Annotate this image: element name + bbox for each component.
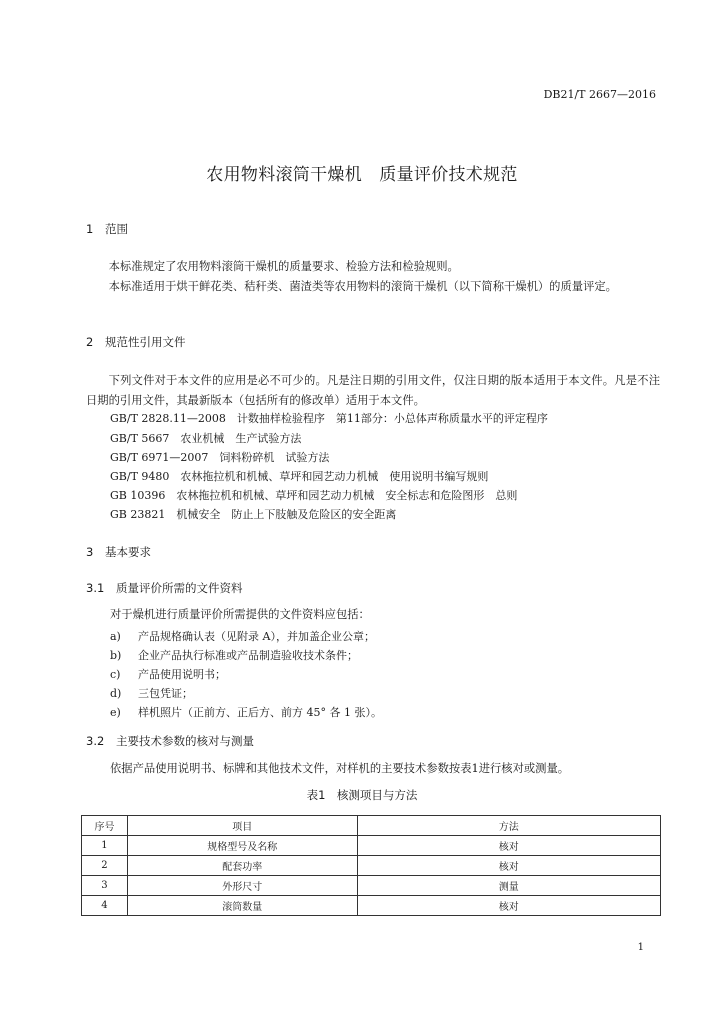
list-label: e) xyxy=(110,706,121,719)
table-cell: 测量 xyxy=(357,876,660,896)
section-3-heading xyxy=(86,544,151,560)
column-header: 序号 xyxy=(82,816,128,836)
table-cell: 滚筒数量 xyxy=(127,896,357,916)
table-header-row xyxy=(82,816,661,836)
section-title: 范围 xyxy=(105,222,128,236)
table-cell: 配套功率 xyxy=(127,856,357,876)
list-label: d) xyxy=(110,687,122,700)
section-title: 规范性引用文件 xyxy=(105,335,186,349)
subsection-intro: 依据产品使用说明书、标牌和其他技术文件，对样机的主要技术参数按表1进行核对或测量。 xyxy=(110,762,570,775)
table-cell: 核对 xyxy=(357,896,660,916)
list-label: a) xyxy=(110,630,121,643)
section-2-intro xyxy=(86,371,660,410)
list-item xyxy=(110,685,193,701)
table-row xyxy=(82,876,661,896)
subsection-intro: 对于燥机进行质量评价所需提供的文件资料应包括： xyxy=(110,608,370,621)
subsection-3-2-heading xyxy=(86,733,254,749)
section-1-heading xyxy=(86,221,128,237)
subsection-number: 3.2 xyxy=(86,734,105,748)
section-number: 3 xyxy=(86,545,94,559)
reference-item: GB 10396 农林拖拉机和机械、草坪和园艺动力机械 安全标志和危险图形 总则 xyxy=(110,489,518,502)
list-text: 产品规格确认表（见附录 A），并加盖企业公章； xyxy=(138,630,375,643)
table-cell: 2 xyxy=(82,856,128,876)
table-cell: 外形尺寸 xyxy=(127,876,357,896)
reference-item: GB 23821 机械安全 防止上下肢触及危险区的安全距离 xyxy=(110,508,397,521)
subsection-number: 3.1 xyxy=(86,581,105,595)
list-label: c) xyxy=(110,668,121,681)
paragraph: 下列文件对于本文件的应用是必不可少的。凡是注日期的引用文件，仅注日期的版本适用于本文件。凡是不注日期的引用文件，其最新版本（包括所有的修改单）适用于本文件。 xyxy=(86,374,660,407)
page-number: 1 xyxy=(637,942,644,953)
list-label: b) xyxy=(110,649,122,662)
table-cell: 1 xyxy=(82,836,128,856)
document-title: 农用物料滚筒干燥机 质量评价技术规范 xyxy=(206,165,518,185)
list-item xyxy=(110,647,358,663)
section-title: 基本要求 xyxy=(105,545,151,559)
section-2-heading xyxy=(86,334,186,350)
list-text: 产品使用说明书； xyxy=(138,668,226,681)
table-cell: 核对 xyxy=(357,856,660,876)
method-table xyxy=(81,815,661,916)
reference-item: GB/T 5667 农业机械 生产试验方法 xyxy=(110,432,302,445)
reference-item: GB/T 6971—2007 饲料粉碎机 试验方法 xyxy=(110,451,330,464)
table-caption: 表1 核测项目与方法 xyxy=(306,788,418,802)
paragraph: 本标准规定了农用物料滚筒干燥机的质量要求、检验方法和检验规则。 xyxy=(108,260,459,273)
table-cell: 核对 xyxy=(357,836,660,856)
reference-item: GB/T 2828.11—2008 计数抽样检验程序 第11部分：小总体声称质量水平的评定程序 xyxy=(110,412,548,425)
table-cell: 规格型号及名称 xyxy=(127,836,357,856)
table-cell: 4 xyxy=(82,896,128,916)
standard-code: DB21/T 2667—2016 xyxy=(543,88,656,101)
list-item xyxy=(110,666,226,682)
list-text: 三包凭证； xyxy=(138,687,193,700)
list-text: 企业产品执行标准或产品制造验收技术条件； xyxy=(138,649,358,662)
list-item xyxy=(110,628,375,644)
list-item xyxy=(110,704,382,720)
column-header: 项目 xyxy=(127,816,357,836)
section-number: 2 xyxy=(86,335,94,349)
subsection-3-1-heading xyxy=(86,580,243,596)
list-text: 样机照片（正前方、正后方、前方 45° 各 1 张）。 xyxy=(138,706,382,719)
subsection-title: 质量评价所需的文件资料 xyxy=(116,581,243,595)
section-1-body xyxy=(86,257,660,296)
reference-item: GB/T 9480 农林拖拉机和机械、草坪和园艺动力机械 使用说明书编写规则 xyxy=(110,470,489,483)
column-header: 方法 xyxy=(357,816,660,836)
table-cell: 3 xyxy=(82,876,128,896)
table-row xyxy=(82,856,661,876)
section-number: 1 xyxy=(86,222,94,236)
subsection-title: 主要技术参数的核对与测量 xyxy=(116,734,254,748)
table-row xyxy=(82,836,661,856)
table-row xyxy=(82,896,661,916)
paragraph: 本标准适用于烘干鲜花类、秸秆类、菌渣类等农用物料的滚筒干燥机（以下简称干燥机）的质量评定。 xyxy=(108,279,617,293)
